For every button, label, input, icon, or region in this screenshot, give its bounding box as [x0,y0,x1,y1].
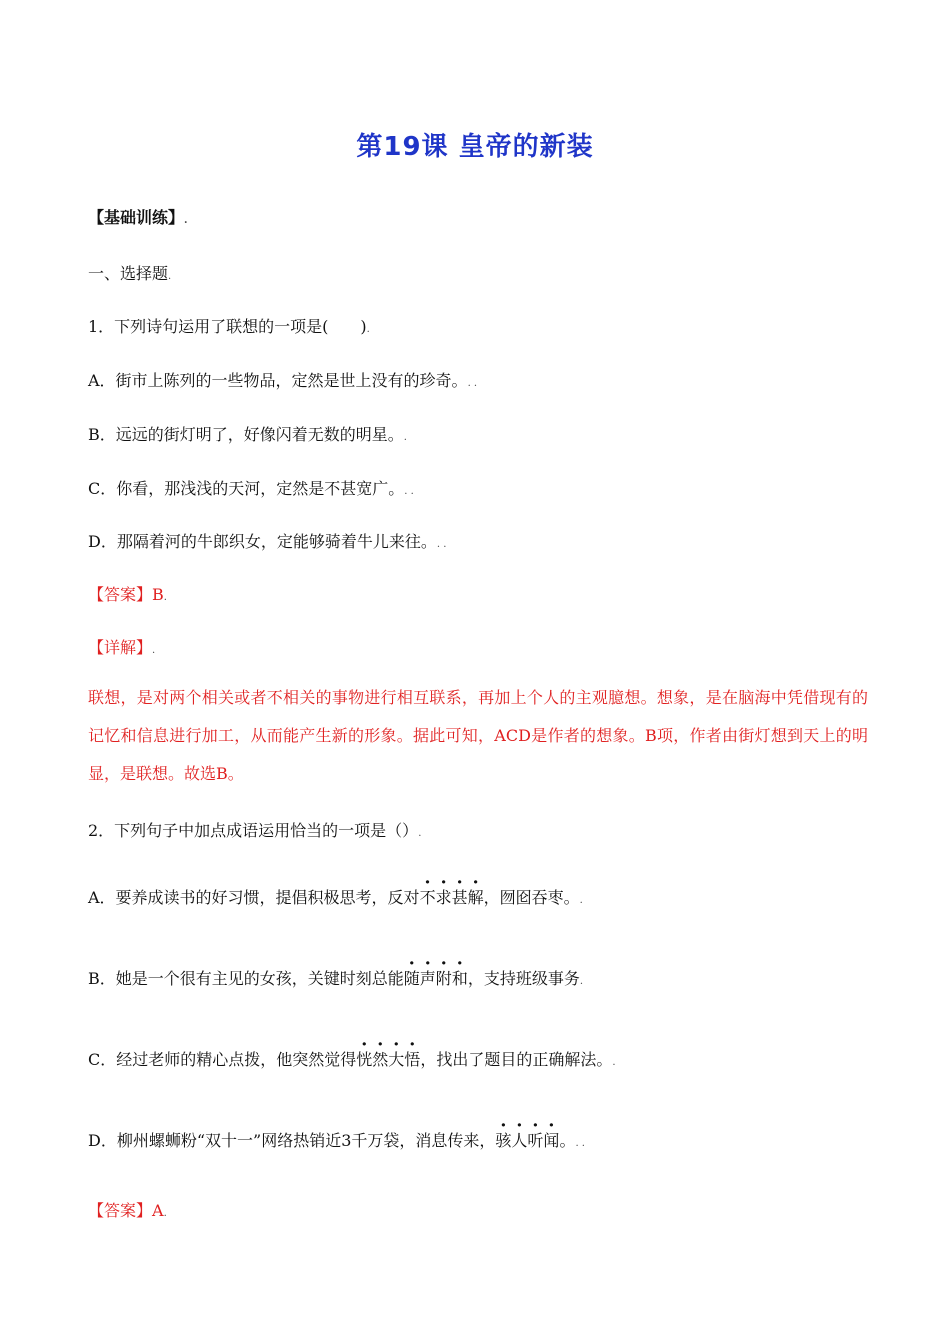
q2-option-c: C．经过老师的精心点拨，他突然觉得恍然大悟，找出了题目的正确解法。. [88,1050,616,1069]
q1-detail-text: 联想，是对两个相关或者不相关的事物进行相互联系，再加上个人的主观臆想。想象，是在脑海中凭借现有的记忆和信息进行加工，从而能产生新的形象。据此可知，ACD是作者的想象。B项，作者由街灯想到天上的明显，是联想。故选B。 [88,688,868,783]
q2-option-a: A．要养成读书的好习惯，提倡积极思考，反对不求甚解，囫囵吞枣。. [88,888,583,907]
q2-option-d: D．柳州螺蛳粉“双十一”网络热销近3千万袋，消息传来，骇人听闻。. . [88,1131,585,1150]
q1-option-a: A．街市上陈列的一些物品，定然是世上没有的珍奇。. . [88,371,478,390]
section-label: 【基础训练】. [88,208,188,227]
q1-option-c: C．你看，那浅浅的天河，定然是不甚宽广。. . [88,479,414,498]
q1-option-b: B．远远的街灯明了，好像闪着无数的明星。. [88,425,407,444]
page-title: 第19课 皇帝的新装 [356,132,594,162]
q1-detail-label: 【详解】. [88,638,156,657]
q1-stem: 1．下列诗句运用了联想的一项是( ). [88,317,370,336]
idiom-d: 骇人听闻 [495,1131,560,1150]
q2-option-b: B．她是一个很有主见的女孩，关键时刻总能随声附和，支持班级事务. [88,969,584,988]
part-heading: 一、选择题. [88,264,172,283]
idiom-c: 恍然大悟 [356,1050,421,1069]
q1-answer: 【答案】B. [88,585,167,604]
idiom-a: 不求甚解 [419,888,484,907]
idiom-b: 随声附和 [403,969,468,988]
q2-stem: 2．下列句子中加点成语运用恰当的一项是（）. [88,821,422,840]
q1-option-d: D．那隔着河的牛郎织女，定能够骑着牛儿来往。. . [88,532,447,551]
q2-answer: 【答案】A. [88,1201,167,1220]
